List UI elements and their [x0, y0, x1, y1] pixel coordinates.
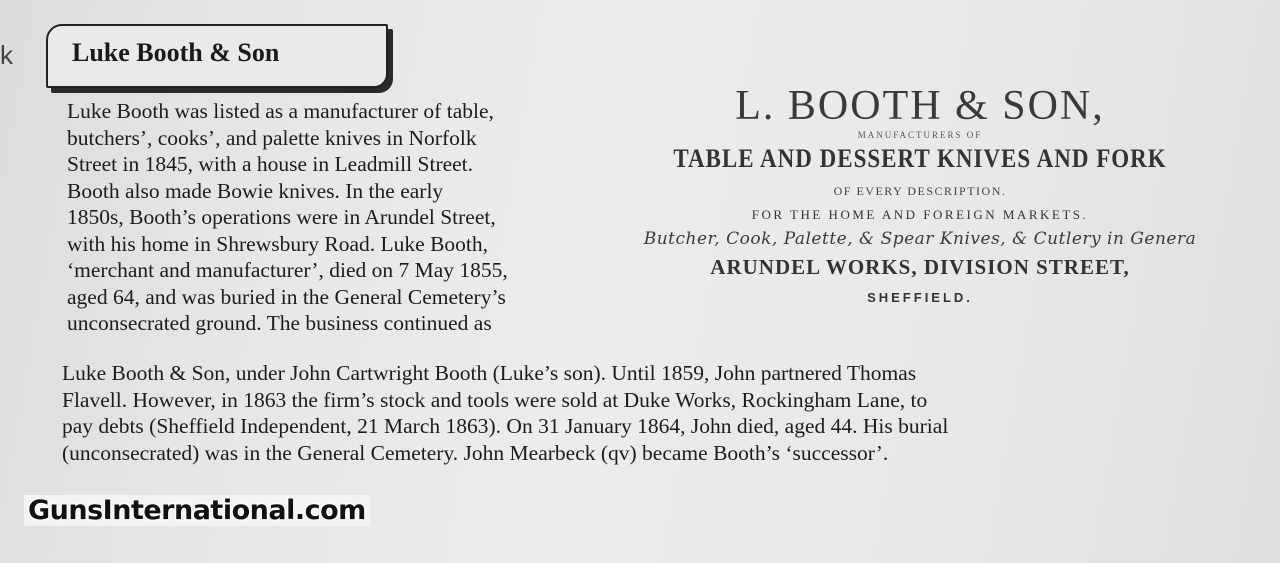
body-line: Luke Booth & Son, under John Cartwright Booth (Luke’s son). Until 1859, John partnered Thomas — [62, 361, 917, 385]
margin-pen-mark: k — [0, 40, 13, 70]
ad-description: OF EVERY DESCRIPTION. — [833, 184, 1007, 198]
body-line: pay debts (Sheffield Independent, 21 March 1863). On 31 January 1864, John died, aged 44. His burial — [62, 414, 949, 438]
ad-knives: Butcher, Cook, Palette, & Spear Knives, & Cutlery in Genera — [643, 229, 1197, 249]
body-line: aged 64, and was buried in the General Cemetery’s — [67, 284, 506, 309]
body-line: unconsecrated ground. The business continued as — [67, 311, 492, 335]
body-text-column — [67, 98, 627, 337]
body-text-wide — [62, 360, 1212, 466]
watermark: GunsInternational.com — [24, 495, 370, 526]
ad-company-name: L. BOOTH & SON, — [735, 83, 1105, 129]
body-line: butchers’, cooks’, and palette knives in Norfolk — [67, 125, 477, 150]
body-line: (unconsecrated) was in the General Cemetery. John Mearbeck (qv) became Booth’s ‘successor’. — [62, 440, 889, 465]
body-line: Luke Booth was listed as a manufacturer of table, — [67, 99, 494, 123]
page-title: Luke Booth & Son — [72, 38, 280, 67]
body-line: Booth also made Bowie knives. In the early — [67, 178, 444, 203]
ad-markets: FOR THE HOME AND FOREIGN MARKETS. — [751, 207, 1089, 222]
ad-subtitle: MANUFACTURERS OF — [857, 130, 983, 140]
ad-products: TABLE AND DESSERT KNIVES AND FORK — [673, 144, 1167, 173]
body-line: ‘merchant and manufacturer’, died on 7 May 1855, — [67, 258, 508, 282]
body-line: Street in 1845, with a house in Leadmill Street. — [67, 152, 474, 176]
ad-address: ARUNDEL WORKS, DIVISION STREET, — [710, 255, 1130, 279]
body-line: 1850s, Booth’s operations were in Arundel Street, — [67, 205, 496, 229]
advertisement — [640, 80, 1200, 305]
body-line: Flavell. However, in 1863 the firm’s stock and tools were sold at Duke Works, Rockingham Lane, to — [62, 387, 928, 412]
body-line: with his home in Shrewsbury Road. Luke Booth, — [67, 231, 489, 256]
title-box — [46, 24, 388, 88]
ad-city: SHEFFIELD. — [867, 290, 973, 305]
